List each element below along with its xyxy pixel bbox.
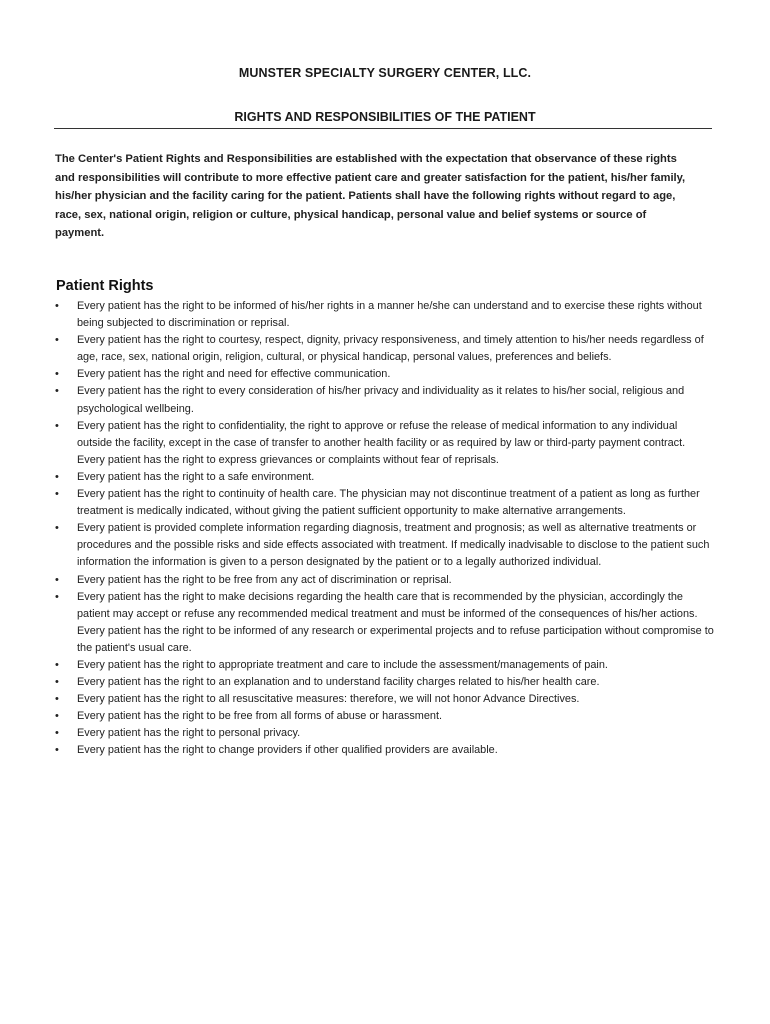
list-item-text: Every patient is provided complete information regarding diagnosis, treatment and prognosis; as well as alternative treatments or procedures and the possible risks and side effects associated with treatment. If medically inadvisable to disclose to the patient such information the information is given to a person designated by the patient or to a legally authorized individual.	[77, 522, 710, 569]
bullet-icon: •	[55, 676, 59, 689]
list-item-text: Every patient has the right to be free from any act of discrimination or reprisal.	[77, 573, 452, 586]
list-item-text: Every patient has the right to be informed of his/her rights in a manner he/she can understand and to exercise these rights without being subjected to discrimination or reprisal.	[77, 300, 702, 330]
list-item-text: Every patient has the right to continuity of health care. The physician may not discontinue treatment of a patient as long as further treatment is medically indicated, without giving the patient sufficient opportunity to make alternative arrangements.	[77, 488, 700, 518]
patient-rights-list	[55, 298, 715, 760]
list-item	[55, 725, 715, 742]
list-item-text: Every patient has the right and need for effective communication.	[77, 368, 391, 381]
list-item-text: Every patient has the right to courtesy, respect, dignity, privacy responsiveness, and timely attention to his/her needs regardless of age, race, sex, national origin, religion, cultural, or physical handicap, personal values, preferences and beliefs.	[77, 334, 704, 364]
list-item	[55, 520, 715, 571]
bullet-icon: •	[55, 727, 59, 740]
bullet-icon: •	[55, 419, 59, 432]
bullet-icon: •	[55, 334, 59, 347]
list-item	[55, 383, 715, 417]
list-item	[55, 469, 715, 486]
bullet-icon: •	[55, 744, 59, 757]
bullet-icon: •	[55, 573, 59, 586]
list-item-text: Every patient has the right to confidentiality, the right to approve or refuse the release of medical information to any individual outside the facility, except in the case of transfer to another health facility or as required by law or third-party payment contract. Every patient has the right to express grievances or complaints without fear of reprisals.	[77, 419, 686, 466]
list-item-text: Every patient has the right to an explanation and to understand facility charges related to his/her health care.	[77, 676, 600, 689]
list-item	[55, 486, 715, 520]
list-item	[55, 691, 715, 708]
list-item	[55, 366, 715, 383]
list-item-text: Every patient has the right to a safe environment.	[77, 470, 315, 483]
list-item	[55, 572, 715, 589]
bullet-icon: •	[55, 710, 59, 723]
list-item	[55, 589, 715, 657]
organization-title: MUNSTER SPECIALTY SURGERY CENTER, LLC.	[238, 66, 532, 80]
bullet-icon: •	[55, 658, 59, 671]
bullet-icon: •	[55, 693, 59, 706]
list-item	[55, 418, 715, 469]
bullet-icon: •	[55, 300, 59, 312]
bullet-icon: •	[55, 368, 59, 381]
list-item-text: Every patient has the right to be free from all forms of abuse or harassment.	[77, 710, 443, 723]
list-item	[55, 657, 715, 674]
list-item	[55, 674, 715, 691]
list-item-text: Every patient has the right to appropriate treatment and care to include the assessment/managements of pain.	[77, 658, 608, 671]
section-heading-patient-rights: Patient Rights	[56, 278, 154, 294]
list-item	[55, 332, 715, 366]
list-item	[55, 298, 715, 332]
bullet-icon: •	[55, 522, 59, 535]
bullet-icon: •	[55, 385, 59, 398]
list-item	[55, 708, 715, 725]
bullet-icon: •	[55, 470, 59, 483]
list-item-text: Every patient has the right to all resuscitative measures: therefore, we will not honor Advance Directives.	[77, 693, 580, 706]
list-item-text: Every patient has the right to change providers if other qualified providers are available.	[77, 744, 498, 757]
bullet-icon: •	[55, 488, 59, 501]
list-item	[55, 742, 715, 759]
list-item-text: Every patient has the right to personal privacy.	[77, 727, 301, 740]
title-divider	[54, 128, 712, 129]
document-title: RIGHTS AND RESPONSIBILITIES OF THE PATIENT	[234, 110, 536, 124]
intro-paragraph: The Center's Patient Rights and Responsibilities are established with the expectation that observance of these rights and responsibilities will contribute to more effective patient care and greater satisfaction for the patient, his/her family, his/her physician and the facility caring for the patient. Patients shall have the following rights without regard to age, race, sex, national origin, religion or culture, physical handicap, personal value and belief systems or source of payment.	[55, 153, 686, 239]
list-item-text: Every patient has the right to every consideration of his/her privacy and individuality as it relates to his/her social, religious and psychological wellbeing.	[77, 385, 685, 415]
list-item-text: Every patient has the right to make decisions regarding the health care that is recommended by the physician, accordingly the patient may accept or refuse any recommended medical treatment and must be informed of the consequences of his/her actions. Every patient has the right to be informed of any research or experimental projects and to refuse participation without compromise to the patient's usual care.	[77, 590, 714, 654]
bullet-icon: •	[55, 590, 59, 603]
